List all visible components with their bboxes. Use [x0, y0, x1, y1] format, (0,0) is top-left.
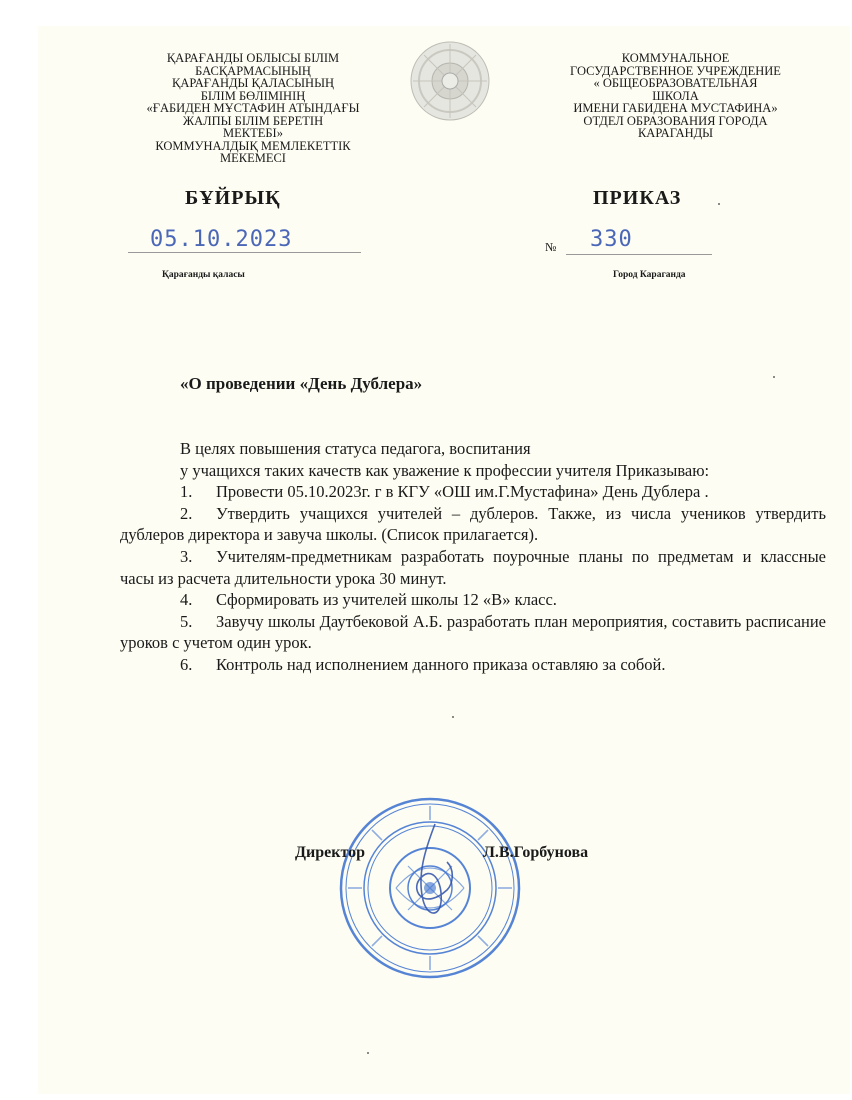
speck	[452, 716, 454, 718]
header-ru-line: ГОСУДАРСТВЕННОЕ УЧРЕЖДЕНИЕ	[570, 63, 781, 78]
header-ru-line: КОММУНАЛЬНОЕ	[621, 51, 730, 65]
header-ru-line: ОТДЕЛ ОБРАЗОВАНИЯ ГОРОДА	[583, 113, 768, 128]
order-number: 330	[590, 227, 633, 252]
doc-type-russian: ПРИКАЗ	[593, 187, 682, 209]
order-item	[120, 503, 826, 546]
header-kz-line: КОММУНАЛДЫҚ МЕМЛЕКЕТТІК	[155, 138, 351, 153]
number-underline	[566, 254, 712, 255]
order-item	[120, 481, 826, 503]
item-text: Утвердить учащихся учителей – дублеров. Также, из числа учеников утвердить дублеров директора и завуча школы. (Список прилагается).	[120, 503, 826, 545]
city-russian: Город Караганда	[613, 270, 686, 280]
item-text: Завучу школы Даутбековой А.Б. разработать план мероприятия, составить расписание уроков с учетом один урок.	[120, 611, 826, 653]
item-text: Учителям-предметникам разработать поурочные планы по предметам и классные часы из расчета длительности урока 30 минут.	[120, 546, 826, 588]
order-title: «О проведении «День Дублера»	[180, 374, 423, 393]
item-number: 1.	[180, 482, 193, 502]
item-number: 6.	[180, 654, 193, 674]
header-russian	[548, 52, 803, 140]
order-item	[120, 654, 826, 676]
header-kz-line: МЕКТЕБІ»	[223, 126, 283, 140]
item-number: 2.	[180, 503, 193, 523]
signature-role: Директор	[295, 844, 365, 861]
doc-type-kazakh: БҰЙРЫҚ	[185, 187, 281, 209]
order-item	[120, 546, 826, 589]
item-number: 5.	[180, 611, 193, 631]
preamble-line: В целях повышения статуса педагога, воспитания	[180, 439, 531, 458]
header-ru-line: КАРАГАНДЫ	[637, 126, 714, 140]
speck	[367, 1052, 369, 1054]
header-ru-line: « ОБЩЕОБРАЗОВАТЕЛЬНАЯ	[593, 76, 758, 90]
state-emblem-icon	[404, 40, 496, 122]
header-kz-line: ЖАЛПЫ БІЛІМ БЕРЕТІН	[182, 113, 324, 128]
order-item	[120, 589, 826, 611]
header-kz-line: ҚАРАҒАНДЫ ОБЛЫСЫ БІЛІМ	[166, 51, 340, 65]
item-text: Контроль над исполнением данного приказа оставляю за собой.	[216, 654, 666, 674]
item-number: 3.	[180, 546, 193, 566]
header-kz-line: «ҒАБИДЕН МҰСТАФИН АТЫНДАҒЫ	[146, 101, 360, 115]
order-item	[120, 611, 826, 654]
item-text: Провести 05.10.2023г. г в КГУ «ОШ им.Г.Мустафина» День Дублера .	[216, 482, 709, 502]
header-kz-line: МЕКЕМЕСІ	[220, 151, 286, 165]
signature-name: Л.В.Горбунова	[483, 844, 589, 861]
header-kz-line: ҚАРАҒАНДЫ ҚАЛАСЫНЫҢ	[171, 76, 335, 90]
order-body	[120, 438, 826, 676]
header-kz-line: БІЛІМ БӨЛІМІНІҢ	[200, 88, 306, 103]
header-ru-line: ШКОЛА	[652, 88, 699, 103]
item-text: Сформировать из учителей школы 12 «В» класс.	[216, 590, 557, 610]
number-sign: №	[545, 240, 557, 254]
header-kz-line: БАСҚАРМАСЫНЫҢ	[195, 63, 311, 78]
header-ru-line: ИМЕНИ ГАБИДЕНА МУСТАФИНА»	[573, 101, 778, 115]
preamble-line: у учащихся таких качеств как уважение к профессии учителя Приказываю:	[180, 460, 710, 480]
city-kazakh: Қарағанды қаласы	[162, 270, 245, 280]
order-date: 05.10.2023	[150, 227, 293, 252]
signature-icon	[395, 820, 465, 930]
speck	[718, 203, 720, 205]
speck	[773, 376, 775, 378]
date-underline	[128, 252, 361, 253]
header-kazakh	[113, 52, 393, 165]
item-number: 4.	[180, 590, 193, 610]
